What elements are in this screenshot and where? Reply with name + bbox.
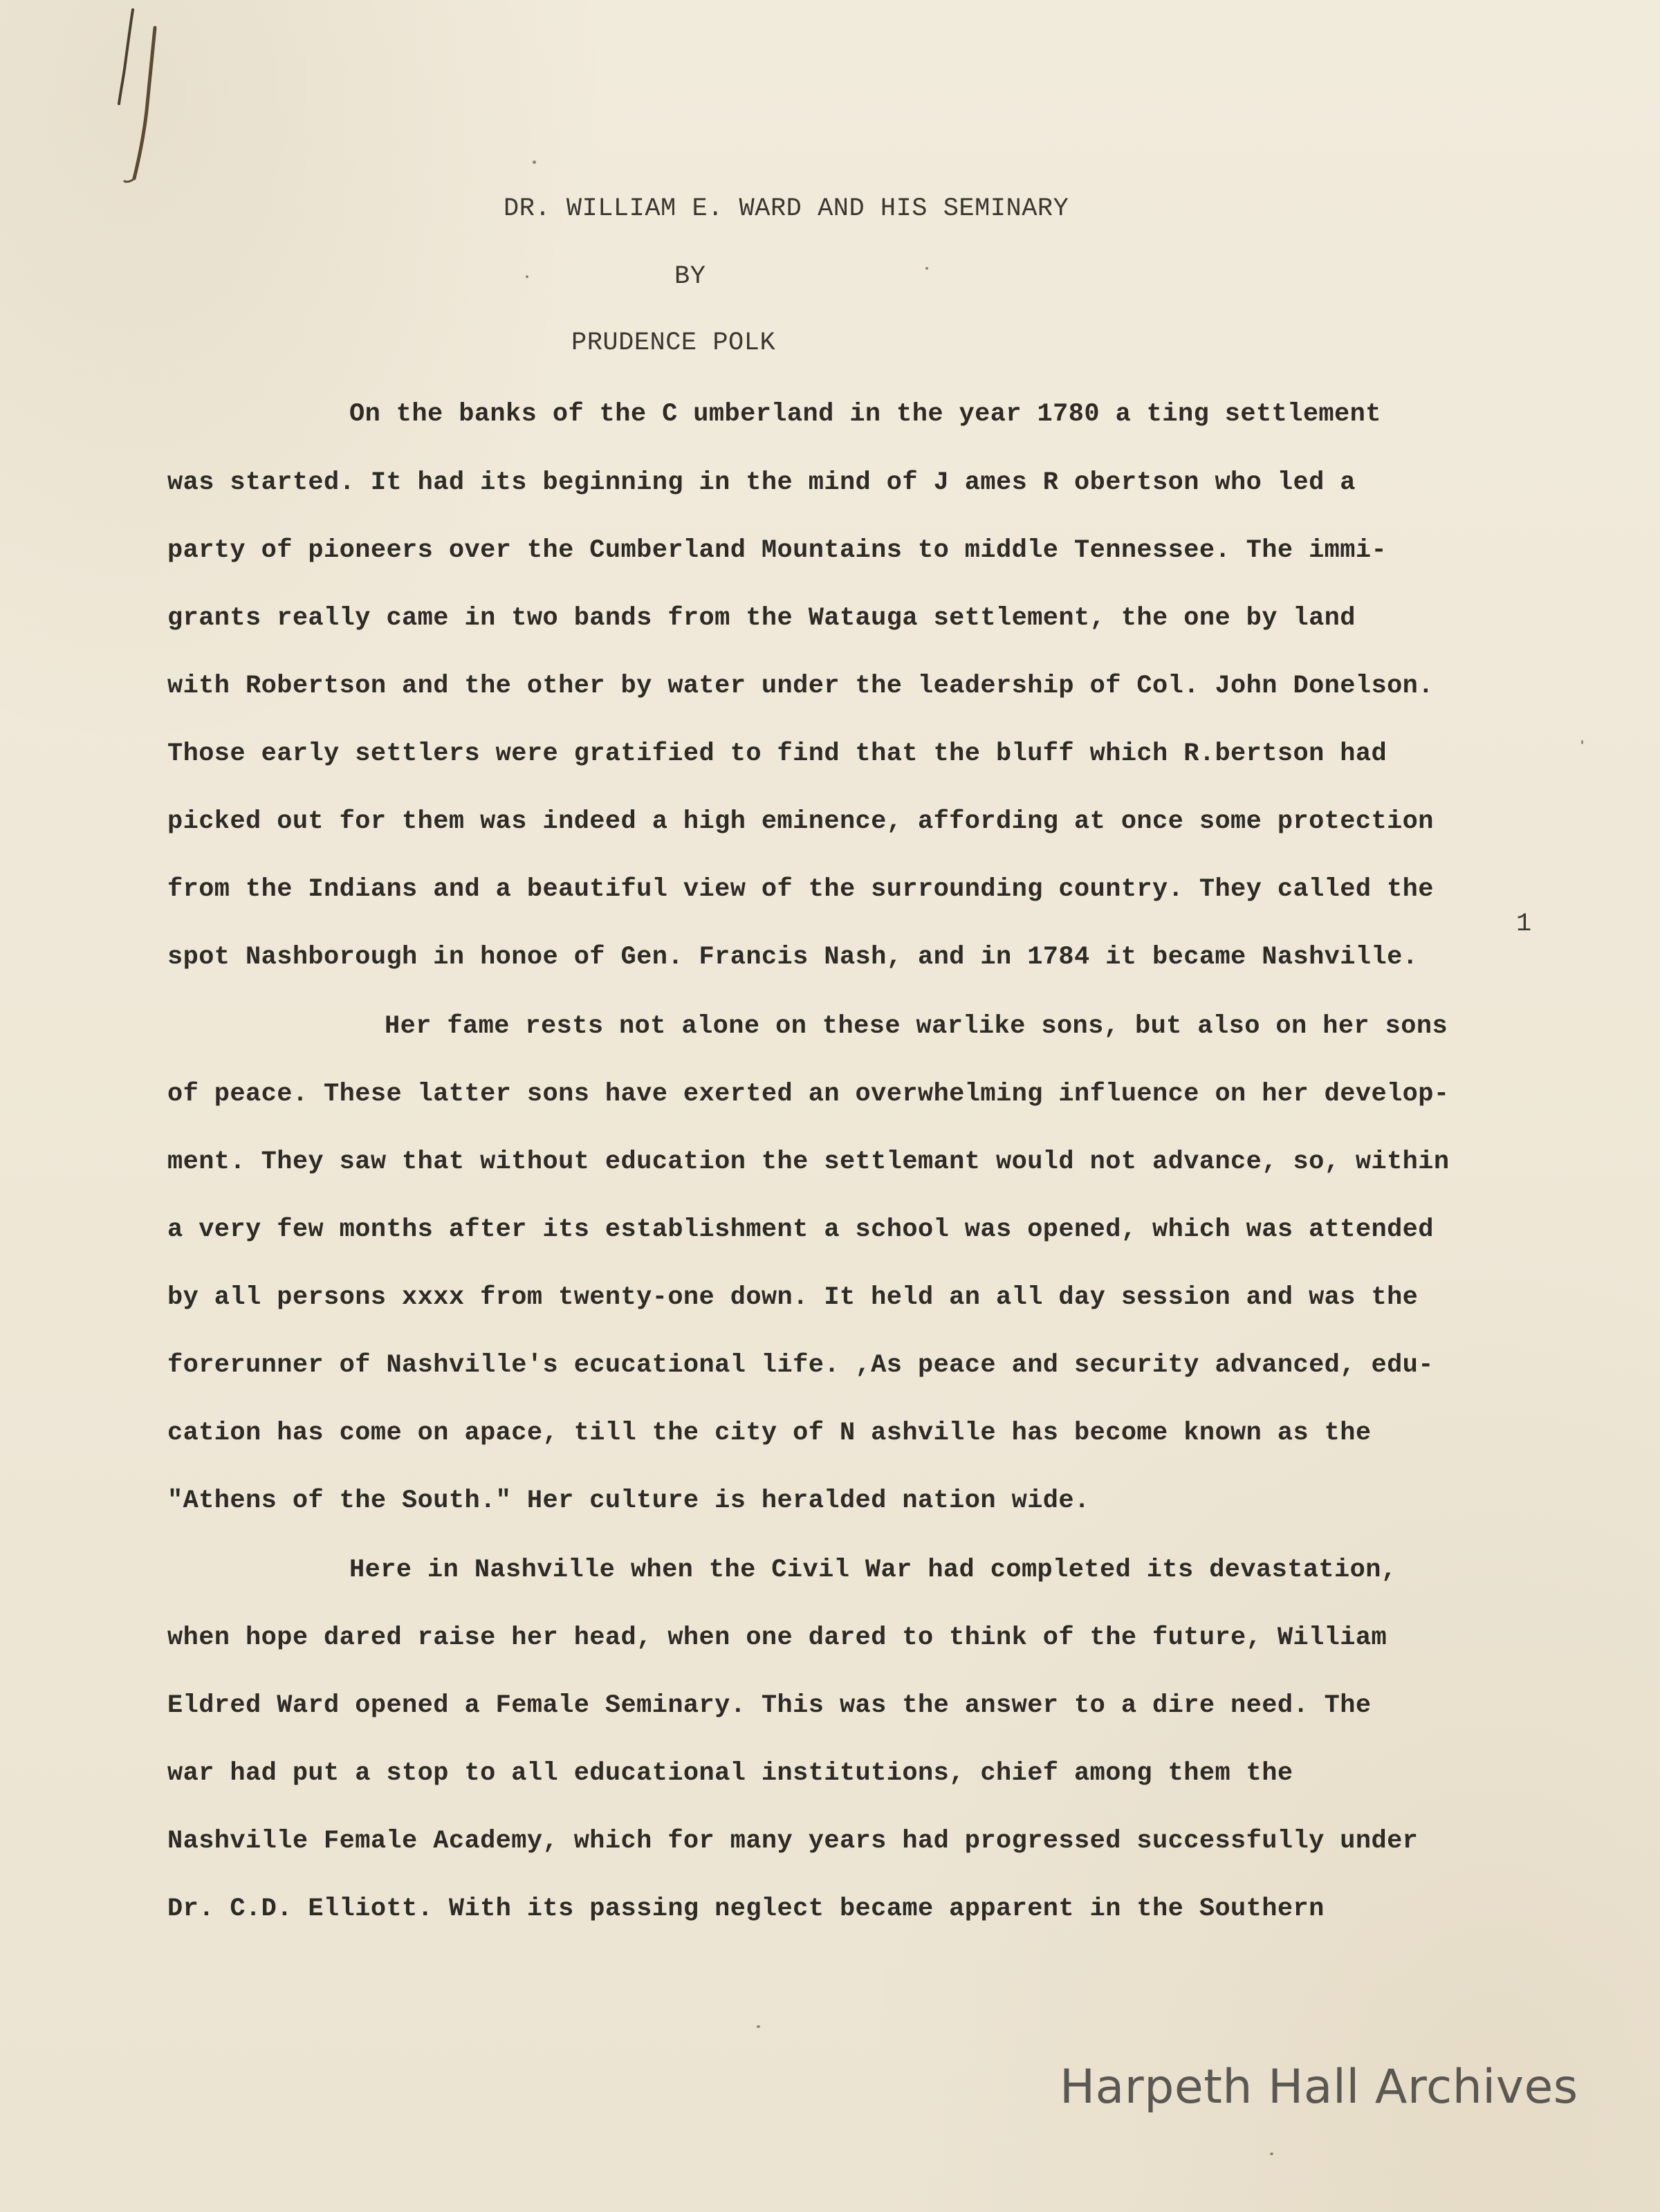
text-line: a very few months after its establishment a school was opened, which was attended [167,1215,1434,1244]
text-line: party of pioneers over the Cumberland Mountains to middle Tennessee. The immi- [167,536,1387,565]
text-line: from the Indians and a beautiful view of the surrounding country. They called the [167,875,1434,904]
paper-speck [533,160,536,164]
text-line: of peace. These latter sons have exerted an overwhelming influence on her develop- [167,1080,1450,1109]
paper-speck [1270,2153,1273,2155]
text-line: ment. They saw that without education the settlemant would not advance, so, within [167,1148,1450,1177]
pencil-mark [104,7,187,194]
text-line: war had put a stop to all educational institutions, chief among them the [167,1759,1293,1788]
text-line: Her fame rests not alone on these warlike sons, but also on her sons [385,1012,1448,1041]
text-line: On the banks of the C umberland in the year 1780 a ting settlement [349,400,1381,429]
text-line: Dr. C.D. Elliott. With its passing neglect became apparent in the Southern [167,1895,1325,1924]
document-title: DR. WILLIAM E. WARD AND HIS SEMINARY [504,194,1069,223]
text-line: "Athens of the South." Her culture is heralded nation wide. [167,1486,1090,1515]
text-line: Those early settlers were gratified to find that the bluff which R.bertson had [167,739,1387,768]
text-line: grants really came in two bands from the Watauga settlement, the one by land [167,604,1356,633]
paper-speck [1581,740,1583,744]
paper-speck [925,267,928,270]
text-line: Nashville Female Academy, which for many years had progressed successfully under [167,1827,1419,1856]
archive-watermark: Harpeth Hall Archives [1060,2060,1578,2114]
paper-speck [757,2025,760,2028]
text-line: forerunner of Nashville's ecucational life. ,As peace and security advanced, edu- [167,1351,1434,1380]
text-line: cation has come on apace, till the city of N ashville has become known as the [167,1419,1372,1448]
paper-speck [526,275,528,278]
text-line: spot Nashborough in honoe of Gen. Francis Nash, and in 1784 it became Nashville. [167,943,1419,972]
text-line: by all persons xxxx from twenty-one down. It held an all day session and was the [167,1283,1419,1312]
text-line: when hope dared raise her head, when one dared to think of the future, William [167,1623,1387,1652]
text-line: with Robertson and the other by water under the leadership of Col. John Donelson. [167,672,1434,701]
byline-label: BY [674,262,706,291]
text-line: picked out for them was indeed a high eminence, affording at once some protection [167,807,1434,836]
footnote-marker: 1 [1516,910,1532,939]
text-line: Here in Nashville when the Civil War had completed its devastation, [349,1556,1397,1585]
text-line: was started. It had its beginning in the mind of J ames R obertson who led a [167,468,1356,497]
text-line: Eldred Ward opened a Female Seminary. This was the answer to a dire need. The [167,1691,1372,1720]
author-name: PRUDENCE POLK [571,329,776,358]
